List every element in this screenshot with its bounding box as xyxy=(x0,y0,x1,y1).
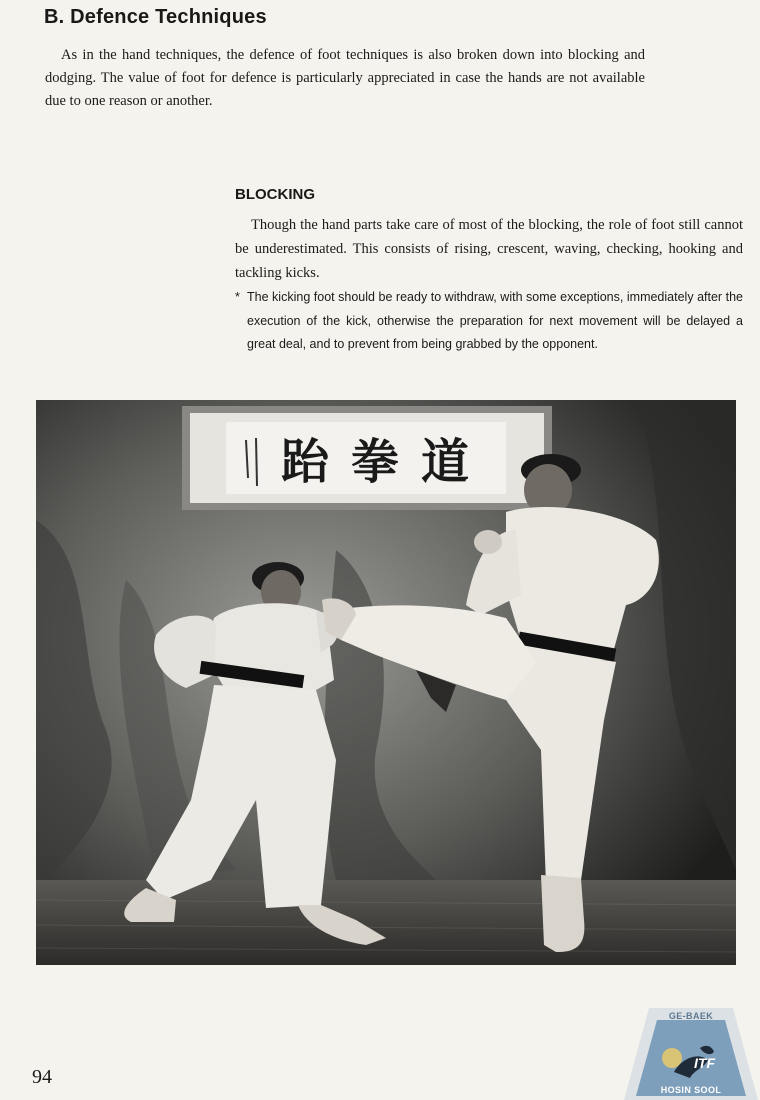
blocking-paragraph: Though the hand parts take care of most of the blocking, the role of foot still cannot be underestimated. This consists of rising, crescent, waving, checking, hooking and tackling kicks. xyxy=(235,217,743,281)
calligraphy-banner xyxy=(182,406,552,510)
demonstration-photo xyxy=(36,400,736,965)
banner-characters: 跆拳道 xyxy=(280,434,492,490)
watermark-middle-text: ITF xyxy=(694,1055,715,1071)
photo-illustration xyxy=(36,400,736,965)
blocking-heading: BLOCKING xyxy=(235,186,315,203)
publisher-watermark xyxy=(624,1008,758,1100)
footnote-marker: * xyxy=(235,290,240,304)
footnote-text: The kicking foot should be ready to withdraw, with some exceptions, immediately after the execution of the kick, otherwise the preparation for next movement will be delayed a great deal, and to prevent from being grabbed by the opponent. xyxy=(247,290,743,351)
footnote xyxy=(235,286,743,357)
section-title: B. Defence Techniques xyxy=(44,6,267,28)
watermark-top-text: GE-BAEK xyxy=(668,1011,714,1021)
intro-paragraph: As in the hand techniques, the defence of foot techniques is also broken down into blocking and dodging. The value of foot for defence is particularly appreciated in case the hands are not available due to one reason or another. xyxy=(45,47,645,109)
page-number: 94 xyxy=(32,1066,52,1088)
watermark-bottom-text: HOSIN SOOL xyxy=(660,1085,722,1095)
